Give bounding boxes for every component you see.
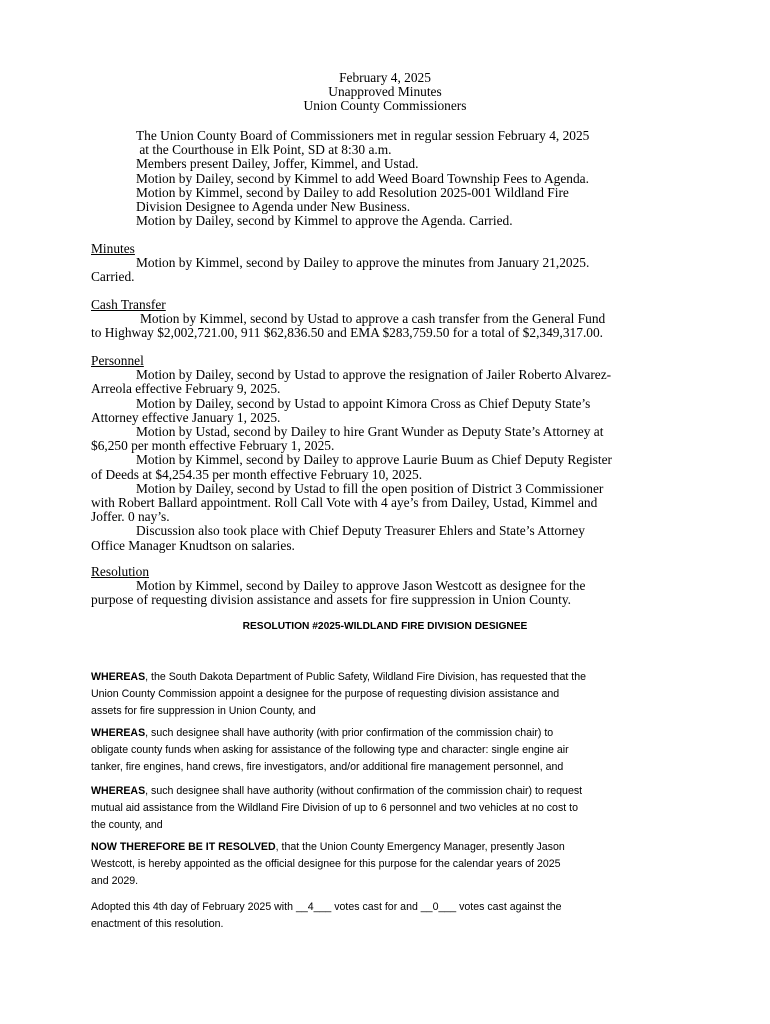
personnel-section bbox=[91, 354, 681, 553]
intro-line: Motion by Kimmel, second by Dailey to add Resolution 2025-001 Wildland Fire bbox=[136, 184, 569, 200]
resolution-section bbox=[91, 565, 681, 608]
paragraph-text: mutual aid assistance from the Wildland Fire Division of up to 6 personnel and two vehicles at no cost to bbox=[91, 802, 578, 814]
paragraph-text: , such designee shall have authority (with prior confirmation of the commission chair) to bbox=[145, 727, 554, 739]
section-line: to Highway $2,002,721.00, 911 $62,836.50 and EMA $283,759.50 for a total of $2,349,317.00. bbox=[91, 325, 604, 341]
resolved-keyword: NOW THEREFORE BE IT RESOLVED bbox=[91, 841, 276, 853]
section-line: Discussion also took place with Chief Deputy Treasurer Ehlers and State’s Attorney bbox=[136, 523, 585, 539]
resolution-title: RESOLUTION #2025-WILDLAND FIRE DIVISION DESIGNEE bbox=[242, 621, 528, 632]
whereas-keyword: WHEREAS bbox=[91, 785, 146, 797]
section-line: Motion by Dailey, second by Ustad to appoint Kimora Cross as Chief Deputy State’s bbox=[136, 395, 591, 411]
intro-paragraph bbox=[136, 129, 676, 228]
resolved-paragraph bbox=[91, 839, 691, 890]
governing-body: Union County Commissioners bbox=[303, 98, 467, 114]
intro-line: Division Designee to Agenda under New Business. bbox=[136, 199, 411, 215]
whereas-paragraph-2 bbox=[91, 725, 691, 776]
minutes-section bbox=[91, 242, 681, 285]
paragraph-text: enactment of this resolution. bbox=[91, 918, 224, 930]
section-line: of Deeds at $4,254.35 per month effective February 10, 2025. bbox=[91, 466, 423, 482]
section-line: Motion by Dailey, second by Ustad to fill the open position of District 3 Commissioner bbox=[136, 480, 604, 496]
section-heading: Minutes bbox=[91, 241, 135, 256]
paragraph-text: tanker, fire engines, hand crews, fire investigators, and/or additional fire management personnel, and bbox=[91, 761, 564, 773]
cash-transfer-section bbox=[91, 298, 681, 341]
intro-line: Motion by Dailey, second by Kimmel to add Weed Board Township Fees to Agenda. bbox=[136, 170, 589, 186]
paragraph-text: , the South Dakota Department of Public Safety, Wildland Fire Division, has requested that the bbox=[145, 671, 587, 683]
whereas-paragraph-1 bbox=[91, 669, 691, 720]
section-line: Carried. bbox=[91, 269, 135, 285]
section-line: Motion by Dailey, second by Ustad to approve the resignation of Jailer Roberto Alvarez- bbox=[136, 367, 612, 383]
paragraph-text: , that the Union County Emergency Manager, presently Jason bbox=[275, 841, 565, 853]
intro-line: at the Courthouse in Elk Point, SD at 8:30 a.m. bbox=[136, 142, 392, 158]
paragraph-text: Adopted this 4th day of February 2025 with __4___ votes cast for and __0___ votes cast against the bbox=[91, 901, 562, 913]
adoption-paragraph bbox=[91, 899, 691, 933]
section-heading: Personnel bbox=[91, 353, 144, 368]
whereas-keyword: WHEREAS bbox=[91, 727, 146, 739]
paragraph-text: the county, and bbox=[91, 819, 163, 831]
paragraph-text: Union County Commission appoint a designee for the purpose of requesting division assistance and bbox=[91, 688, 560, 700]
section-line: Motion by Ustad, second by Dailey to hire Grant Wunder as Deputy State’s Attorney at bbox=[136, 424, 604, 440]
section-line: purpose of requesting division assistance and assets for fire suppression in Union County. bbox=[91, 592, 572, 608]
paragraph-text: assets for fire suppression in Union County, and bbox=[91, 705, 316, 717]
section-line: with Robert Ballard appointment. Roll Call Vote with 4 aye’s from Dailey, Ustad, Kimmel and bbox=[91, 495, 598, 511]
section-line: $6,250 per month effective February 1, 2025. bbox=[91, 438, 335, 454]
section-line: Office Manager Knudtson on salaries. bbox=[91, 537, 295, 553]
section-line: Motion by Kimmel, second by Dailey to approve the minutes from January 21,2025. bbox=[136, 255, 590, 271]
meeting-date: February 4, 2025 bbox=[339, 70, 431, 85]
section-line: Motion by Kimmel, second by Ustad to approve a cash transfer from the General Fund bbox=[140, 311, 606, 327]
whereas-keyword: WHEREAS bbox=[91, 671, 146, 683]
intro-line: Members present Dailey, Joffer, Kimmel, and Ustad. bbox=[136, 156, 419, 172]
minutes-status: Unapproved Minutes bbox=[328, 84, 442, 100]
intro-line: The Union County Board of Commissioners met in regular session February 4, 2025 bbox=[136, 128, 590, 143]
section-line: Motion by Kimmel, second by Dailey to approve Laurie Buum as Chief Deputy Register bbox=[136, 452, 613, 468]
paragraph-text: , such designee shall have authority (without confirmation of the commission chair) to request bbox=[145, 785, 583, 797]
section-line: Attorney effective January 1, 2025. bbox=[91, 409, 281, 425]
section-heading: Cash Transfer bbox=[91, 297, 166, 312]
whereas-paragraph-3 bbox=[91, 783, 691, 834]
paragraph-text: and 2029. bbox=[91, 875, 139, 887]
document-header bbox=[0, 71, 770, 114]
intro-line: Motion by Dailey, second by Kimmel to approve the Agenda. Carried. bbox=[136, 213, 513, 229]
section-heading: Resolution bbox=[91, 564, 150, 579]
paragraph-text: obligate county funds when asking for assistance of the following type and character: single engine air bbox=[91, 744, 569, 756]
paragraph-text: Westcott, is hereby appointed as the official designee for this purpose for the calendar years of 2025 bbox=[91, 858, 561, 870]
section-line: Arreola effective February 9, 2025. bbox=[91, 381, 281, 397]
section-line: Joffer. 0 nay’s. bbox=[91, 509, 170, 525]
section-line: Motion by Kimmel, second by Dailey to approve Jason Westcott as designee for the bbox=[136, 578, 586, 594]
